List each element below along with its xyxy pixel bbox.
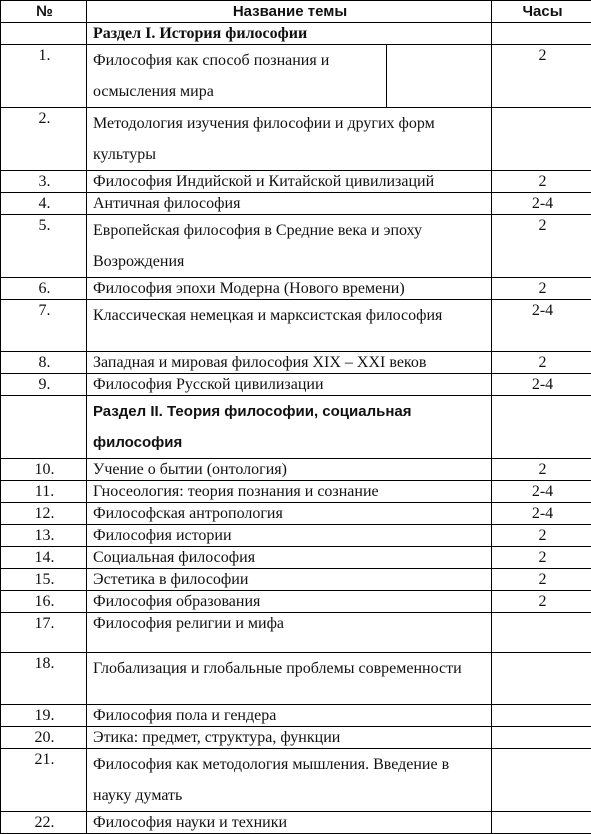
row-num: 8. <box>1 352 87 374</box>
row-num: 21. <box>1 749 87 812</box>
table-row <box>1 23 591 45</box>
row-num: 3. <box>1 171 87 193</box>
table-row <box>1 749 591 812</box>
table-row <box>1 45 591 108</box>
row-hours <box>492 749 591 812</box>
row-hours: 2 <box>492 525 591 547</box>
row-title: Западная и мировая философия XIX – XXI веков <box>87 352 492 374</box>
row-title: Этика: предмет, структура, функции <box>87 727 492 749</box>
row-title: Философия истории <box>87 525 492 547</box>
row-hours <box>492 23 591 45</box>
row-title: Философия как методология мышления. Введение в науку думать <box>87 749 492 812</box>
row-title: Философия науки и техники <box>87 812 492 834</box>
row-num: 13. <box>1 525 87 547</box>
row-hours: 2 <box>492 215 591 278</box>
table-row <box>1 503 591 525</box>
table-row <box>1 481 591 503</box>
table-row <box>1 727 591 749</box>
table-row <box>1 613 591 653</box>
header-hours: Часы <box>492 1 591 23</box>
header-title: Название темы <box>87 1 492 23</box>
table-row <box>1 396 591 459</box>
table-row <box>1 653 591 705</box>
table-header-row <box>1 1 591 23</box>
row-hours: 2 <box>492 278 591 300</box>
table-row <box>1 569 591 591</box>
row-title: Раздел I. История философии <box>87 23 492 45</box>
row-title: Философская антропология <box>87 503 492 525</box>
table-row <box>1 108 591 171</box>
row-num: 22. <box>1 812 87 834</box>
row-num <box>1 23 87 45</box>
row-num: 4. <box>1 193 87 215</box>
table-row <box>1 171 591 193</box>
row-hours: 2 <box>492 459 591 481</box>
row-hours <box>492 653 591 705</box>
table-row <box>1 193 591 215</box>
table-row <box>1 215 591 278</box>
cell-divider <box>386 45 387 107</box>
row-hours: 2-4 <box>492 300 591 352</box>
row-hours <box>492 705 591 727</box>
row-hours: 2-4 <box>492 193 591 215</box>
row-title-text: Философия как способ познания и осмысления мира <box>93 52 329 100</box>
row-num: 18. <box>1 653 87 705</box>
table-row <box>1 591 591 613</box>
row-title: Европейская философия в Средние века и эпоху Возрождения <box>87 215 492 278</box>
row-hours <box>492 727 591 749</box>
row-hours: 2 <box>492 45 591 108</box>
row-hours: 2 <box>492 569 591 591</box>
row-title: Гносеология: теория познания и сознание <box>87 481 492 503</box>
row-title: Эстетика в философии <box>87 569 492 591</box>
row-num: 11. <box>1 481 87 503</box>
row-num: 7. <box>1 300 87 352</box>
row-hours <box>492 812 591 834</box>
table-row <box>1 547 591 569</box>
row-title: Античная философия <box>87 193 492 215</box>
row-num: 17. <box>1 613 87 653</box>
row-num: 2. <box>1 108 87 171</box>
row-num: 10. <box>1 459 87 481</box>
row-title: Раздел II. Теория философии, социальная философия <box>87 396 492 459</box>
row-title: Классическая немецкая и марксистская философия <box>87 300 492 352</box>
row-num: 14. <box>1 547 87 569</box>
row-title: Философия образования <box>87 591 492 613</box>
row-title: Философия пола и гендера <box>87 705 492 727</box>
row-num <box>1 396 87 459</box>
table-row <box>1 705 591 727</box>
row-title: Учение о бытии (онтология) <box>87 459 492 481</box>
row-hours: 2 <box>492 171 591 193</box>
row-title: Философия религии и мифа <box>87 613 492 653</box>
table-row <box>1 300 591 352</box>
row-num: 16. <box>1 591 87 613</box>
row-title: Глобализация и глобальные проблемы современности <box>87 653 492 705</box>
row-num: 19. <box>1 705 87 727</box>
table-row <box>1 352 591 374</box>
row-hours <box>492 613 591 653</box>
row-num: 6. <box>1 278 87 300</box>
row-num: 5. <box>1 215 87 278</box>
row-num: 9. <box>1 374 87 396</box>
header-num: № <box>1 1 87 23</box>
row-hours: 2 <box>492 591 591 613</box>
table-row <box>1 278 591 300</box>
row-num: 20. <box>1 727 87 749</box>
row-num: 12. <box>1 503 87 525</box>
row-hours: 2-4 <box>492 503 591 525</box>
row-hours <box>492 108 591 171</box>
row-title: Философия эпохи Модерна (Нового времени) <box>87 278 492 300</box>
table-row <box>1 525 591 547</box>
table-row <box>1 459 591 481</box>
row-title: Методология изучения философии и других форм культуры <box>87 108 492 171</box>
row-title: Философия Русской цивилизации <box>87 374 492 396</box>
table-row <box>1 374 591 396</box>
row-hours: 2 <box>492 352 591 374</box>
row-num: 15. <box>1 569 87 591</box>
row-hours: 2-4 <box>492 374 591 396</box>
row-hours: 2-4 <box>492 481 591 503</box>
row-title: Социальная философия <box>87 547 492 569</box>
row-title <box>87 45 492 108</box>
row-num: 1. <box>1 45 87 108</box>
row-hours: 2 <box>492 547 591 569</box>
table-row <box>1 812 591 834</box>
row-title: Философия Индийской и Китайской цивилизаций <box>87 171 492 193</box>
row-hours <box>492 396 591 459</box>
